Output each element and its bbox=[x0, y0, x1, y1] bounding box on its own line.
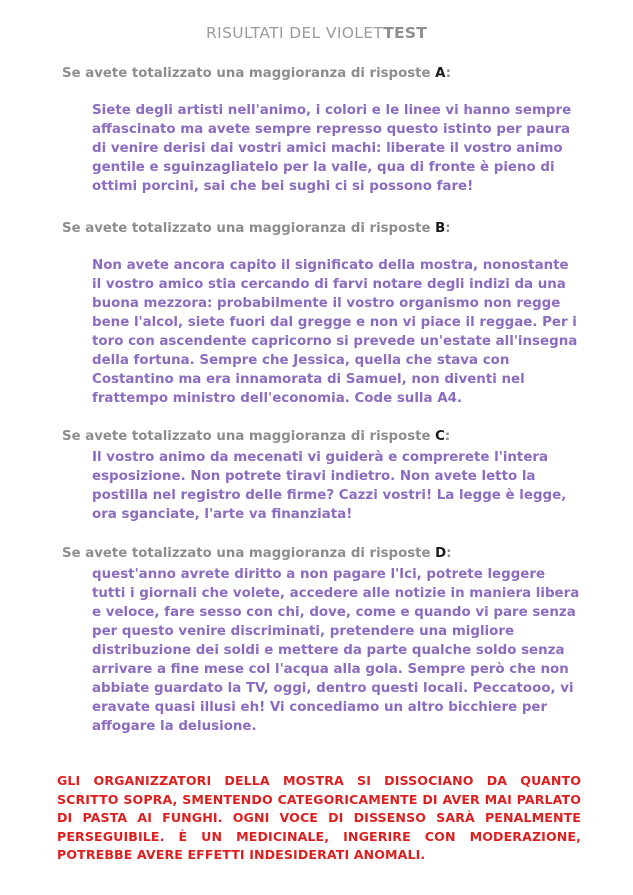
section-d-body: quest'anno avrete diritto a non pagare l'Ici, potrete leggere tutti i giornali che volete, accedere alle notizie in maniera libera e veloce, fare sesso con chi, dove, come e quando vi pare senza per questo venire discriminati, pretendere una migliore distribuzione dei soldi e mettere da parte qualche soldo senza arrivare a fine mese col l'acqua alla gola. Sempre però che non abbiate guardato la TV, oggi, dentro questi locali. Peccatooo, vi eravate quasi illusi eh! Vi concediamo un altro bicchiere per affogare la delusione. bbox=[92, 566, 580, 735]
section-d-heading-suffix: : bbox=[446, 545, 452, 561]
section-a-body: Siete degli artisti nell'animo, i colori e le linee vi hanno sempre affascinato ma avete sempre represso questo istinto per paura di venire derisi dai vostri amici machi: liberate il vostro animo gentile e sguinzagliatelo per la valle, qua di fronte è pieno di ottimi porcini, sai che bei sughi ci si possono fare! bbox=[92, 102, 572, 194]
page-title-bold: TEST bbox=[383, 24, 427, 42]
section-b-letter: B bbox=[435, 220, 446, 236]
section-a-letter: A bbox=[435, 65, 446, 81]
section-b-heading-prefix: Se avete totalizzato una maggioranza di risposte bbox=[62, 220, 436, 236]
section-a-heading-prefix: Se avete totalizzato una maggioranza di risposte bbox=[62, 65, 436, 81]
page-title-plain: RISULTATI DEL VIOLET bbox=[206, 24, 384, 42]
result-section-b bbox=[0, 196, 633, 408]
page-title bbox=[0, 0, 633, 43]
result-section-a bbox=[0, 65, 633, 196]
section-d-heading-prefix: Se avete totalizzato una maggioranza di risposte bbox=[62, 545, 436, 561]
section-c-heading bbox=[0, 408, 633, 446]
results-sections bbox=[0, 43, 633, 737]
section-a-heading bbox=[0, 65, 633, 83]
section-c-heading-prefix: Se avete totalizzato una maggioranza di risposte bbox=[62, 428, 436, 444]
section-c-letter: C bbox=[435, 428, 445, 444]
section-c-body: Il vostro animo da mecenati vi guiderà e comprerete l'intera esposizione. Non potrete tiravi indietro. Non avete letto la postilla nel registro delle firme? Cazzi vostri! La legge è legge, ora sganciate, l'arte va finanziata! bbox=[92, 449, 567, 522]
section-c-heading-suffix: : bbox=[444, 428, 451, 444]
section-d-heading bbox=[0, 524, 633, 563]
section-d-letter: D bbox=[435, 545, 447, 561]
section-a-heading-suffix: : bbox=[445, 65, 452, 81]
disclaimer-text: GLI ORGANIZZATORI DELLA MOSTRA SI DISSOCIANO DA QUANTO SCRITTO SOPRA, SMENTENDO CATEGORICAMENTE DI AVER MAI PARLATO DI PASTA AI FUNGHI. OGNI VOCE DI DISSENSO SARÀ PENALMENTE PERSEGUIBILE. È UN MEDICINALE, INGERIRE CON MODERAZIONE, POTREBBE AVERE EFFETTI INDESIDERATI ANOMALI. bbox=[57, 773, 581, 863]
section-b-heading-suffix: : bbox=[445, 220, 451, 236]
section-b-heading bbox=[0, 196, 633, 238]
result-section-c bbox=[0, 408, 633, 524]
result-section-d bbox=[0, 524, 633, 736]
section-b-body: Non avete ancora capito il significato della mostra, nonostante il vostro amico stia cercando di farvi notare degli indizi da una buona mezzora: probabilmente il vostro organismo non regge bene l'alcol, siete fuori dal gregge e non vi piace il reggae. Per i toro con ascendente capricorno si prevede un'estate all'insegna della fortuna. Sempre che Jessica, quella che stava con Costantino ma era innamorata di Samuel, non diventi nel frattempo ministro dell'economia. Code sulla A4. bbox=[92, 257, 578, 406]
